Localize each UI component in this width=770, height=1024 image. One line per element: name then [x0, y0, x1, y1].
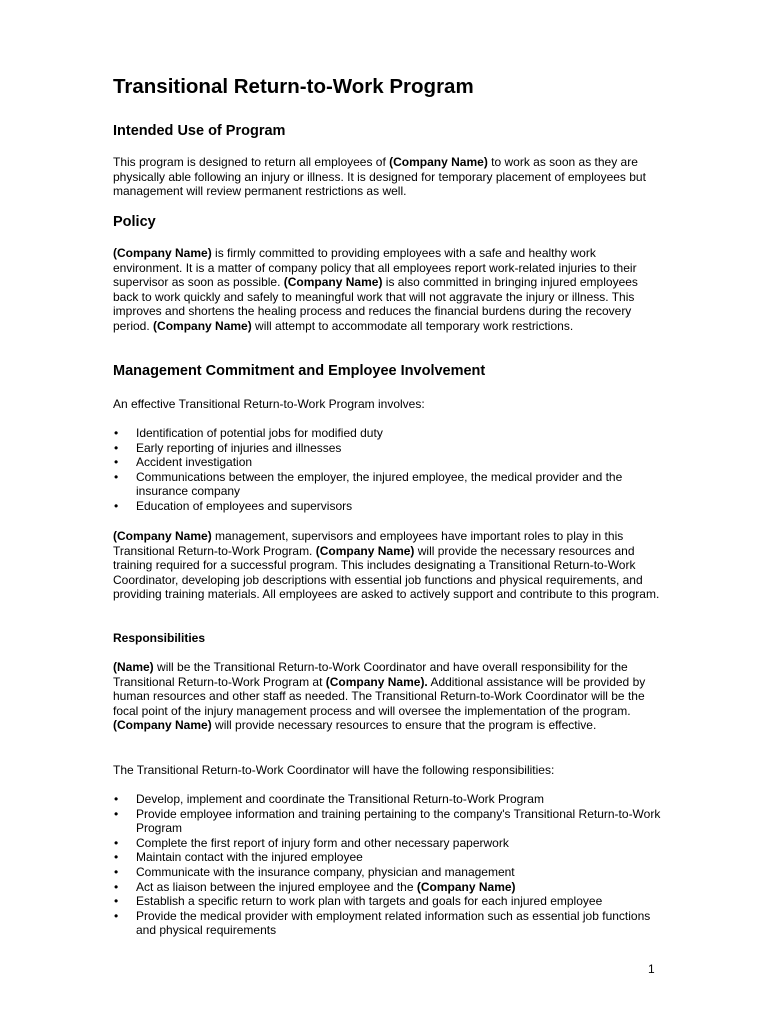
list-item: • Develop, implement and coordinate the Transitional Return-to-Work Program — [114, 792, 544, 806]
list-item: • Provide the medical provider with employment related information such as essential job functions and physical requirements — [114, 908, 651, 938]
involvement-list — [113, 426, 665, 514]
list-item: • Identification of potential jobs for modified duty — [114, 426, 383, 440]
list-item: • Maintain contact with the injured employee — [114, 850, 363, 865]
responsibilities-paragraph: (Name) will be the Transitional Return-to-Work Coordinator and have overall responsibility for the Transitional Return-to-Work Program at (Company Name). Additional assistance will be provided by human resources and other staff as needed. The Transitional Return-to-Work Coordinator will be the focal point of the injury management process and will oversee the implementation of the program. (Company Name) will provide necessary resources to ensure that the program is effective. — [113, 660, 646, 733]
policy-paragraph: (Company Name) is firmly committed to providing employees with a safe and healthy work environment. It is a matter of company policy that all employees report work-related injuries to their supervisor as soon as possible. (Company Name) is also committed in bringing injured employees back to work quickly and safely to meaningful work that will not aggravate the injury or illness. This improves and shortens the healing process and reduces the financial burdens during the recovery period. (Company Name) will attempt to accommodate all temporary work restrictions. — [113, 246, 638, 333]
heading-policy: Policy — [113, 214, 156, 230]
list-item: • Accident investigation — [114, 455, 253, 470]
list-item: • Complete the first report of injury form and other necessary paperwork — [114, 835, 509, 850]
list-item: • Provide employee information and training pertaining to the company's Transitional Return-to-Work Program — [114, 806, 661, 836]
page-number: 1 — [648, 962, 655, 976]
management-intro: An effective Transitional Return-to-Work Program involves: — [113, 397, 425, 411]
list-item: • Act as liaison between the injured employee and the (Company Name) — [114, 879, 516, 894]
list-item: • Communicate with the insurance company, physician and management — [114, 864, 515, 879]
coordinator-responsibilities-list — [113, 792, 665, 938]
management-paragraph: (Company Name) management, supervisors and employees have important roles to play in this Transitional Return-to-Work Program. (Company Name) will provide the necessary resources and training required for a successful program. This includes designating a Transitional Return-to-Work Coordinator, developing job descriptions with essential job functions and physical requirements, and providing training materials. All employees are asked to actively support and contribute to this program. — [113, 529, 660, 602]
responsibilities-intro: The Transitional Return-to-Work Coordinator will have the following responsibilities: — [113, 763, 555, 777]
list-item: • Establish a specific return to work plan with targets and goals for each injured employee — [114, 894, 603, 909]
list-item: • Early reporting of injuries and illnesses — [114, 440, 342, 455]
list-item: • Education of employees and supervisors — [114, 498, 353, 513]
list-item: • Communications between the employer, the injured employee, the medical provider and the insurance company — [114, 469, 623, 499]
heading-management: Management Commitment and Employee Involvement — [113, 363, 486, 379]
intended-use-paragraph: This program is designed to return all employees of (Company Name) to work as soon as they are physically able following an injury or illness. It is designed for temporary placement of employees but management will review permanent restrictions as well. — [113, 155, 646, 199]
heading-intended-use: Intended Use of Program — [113, 123, 286, 139]
heading-responsibilities: Responsibilities — [113, 631, 206, 645]
document-title: Transitional Return-to-Work Program — [113, 75, 474, 98]
